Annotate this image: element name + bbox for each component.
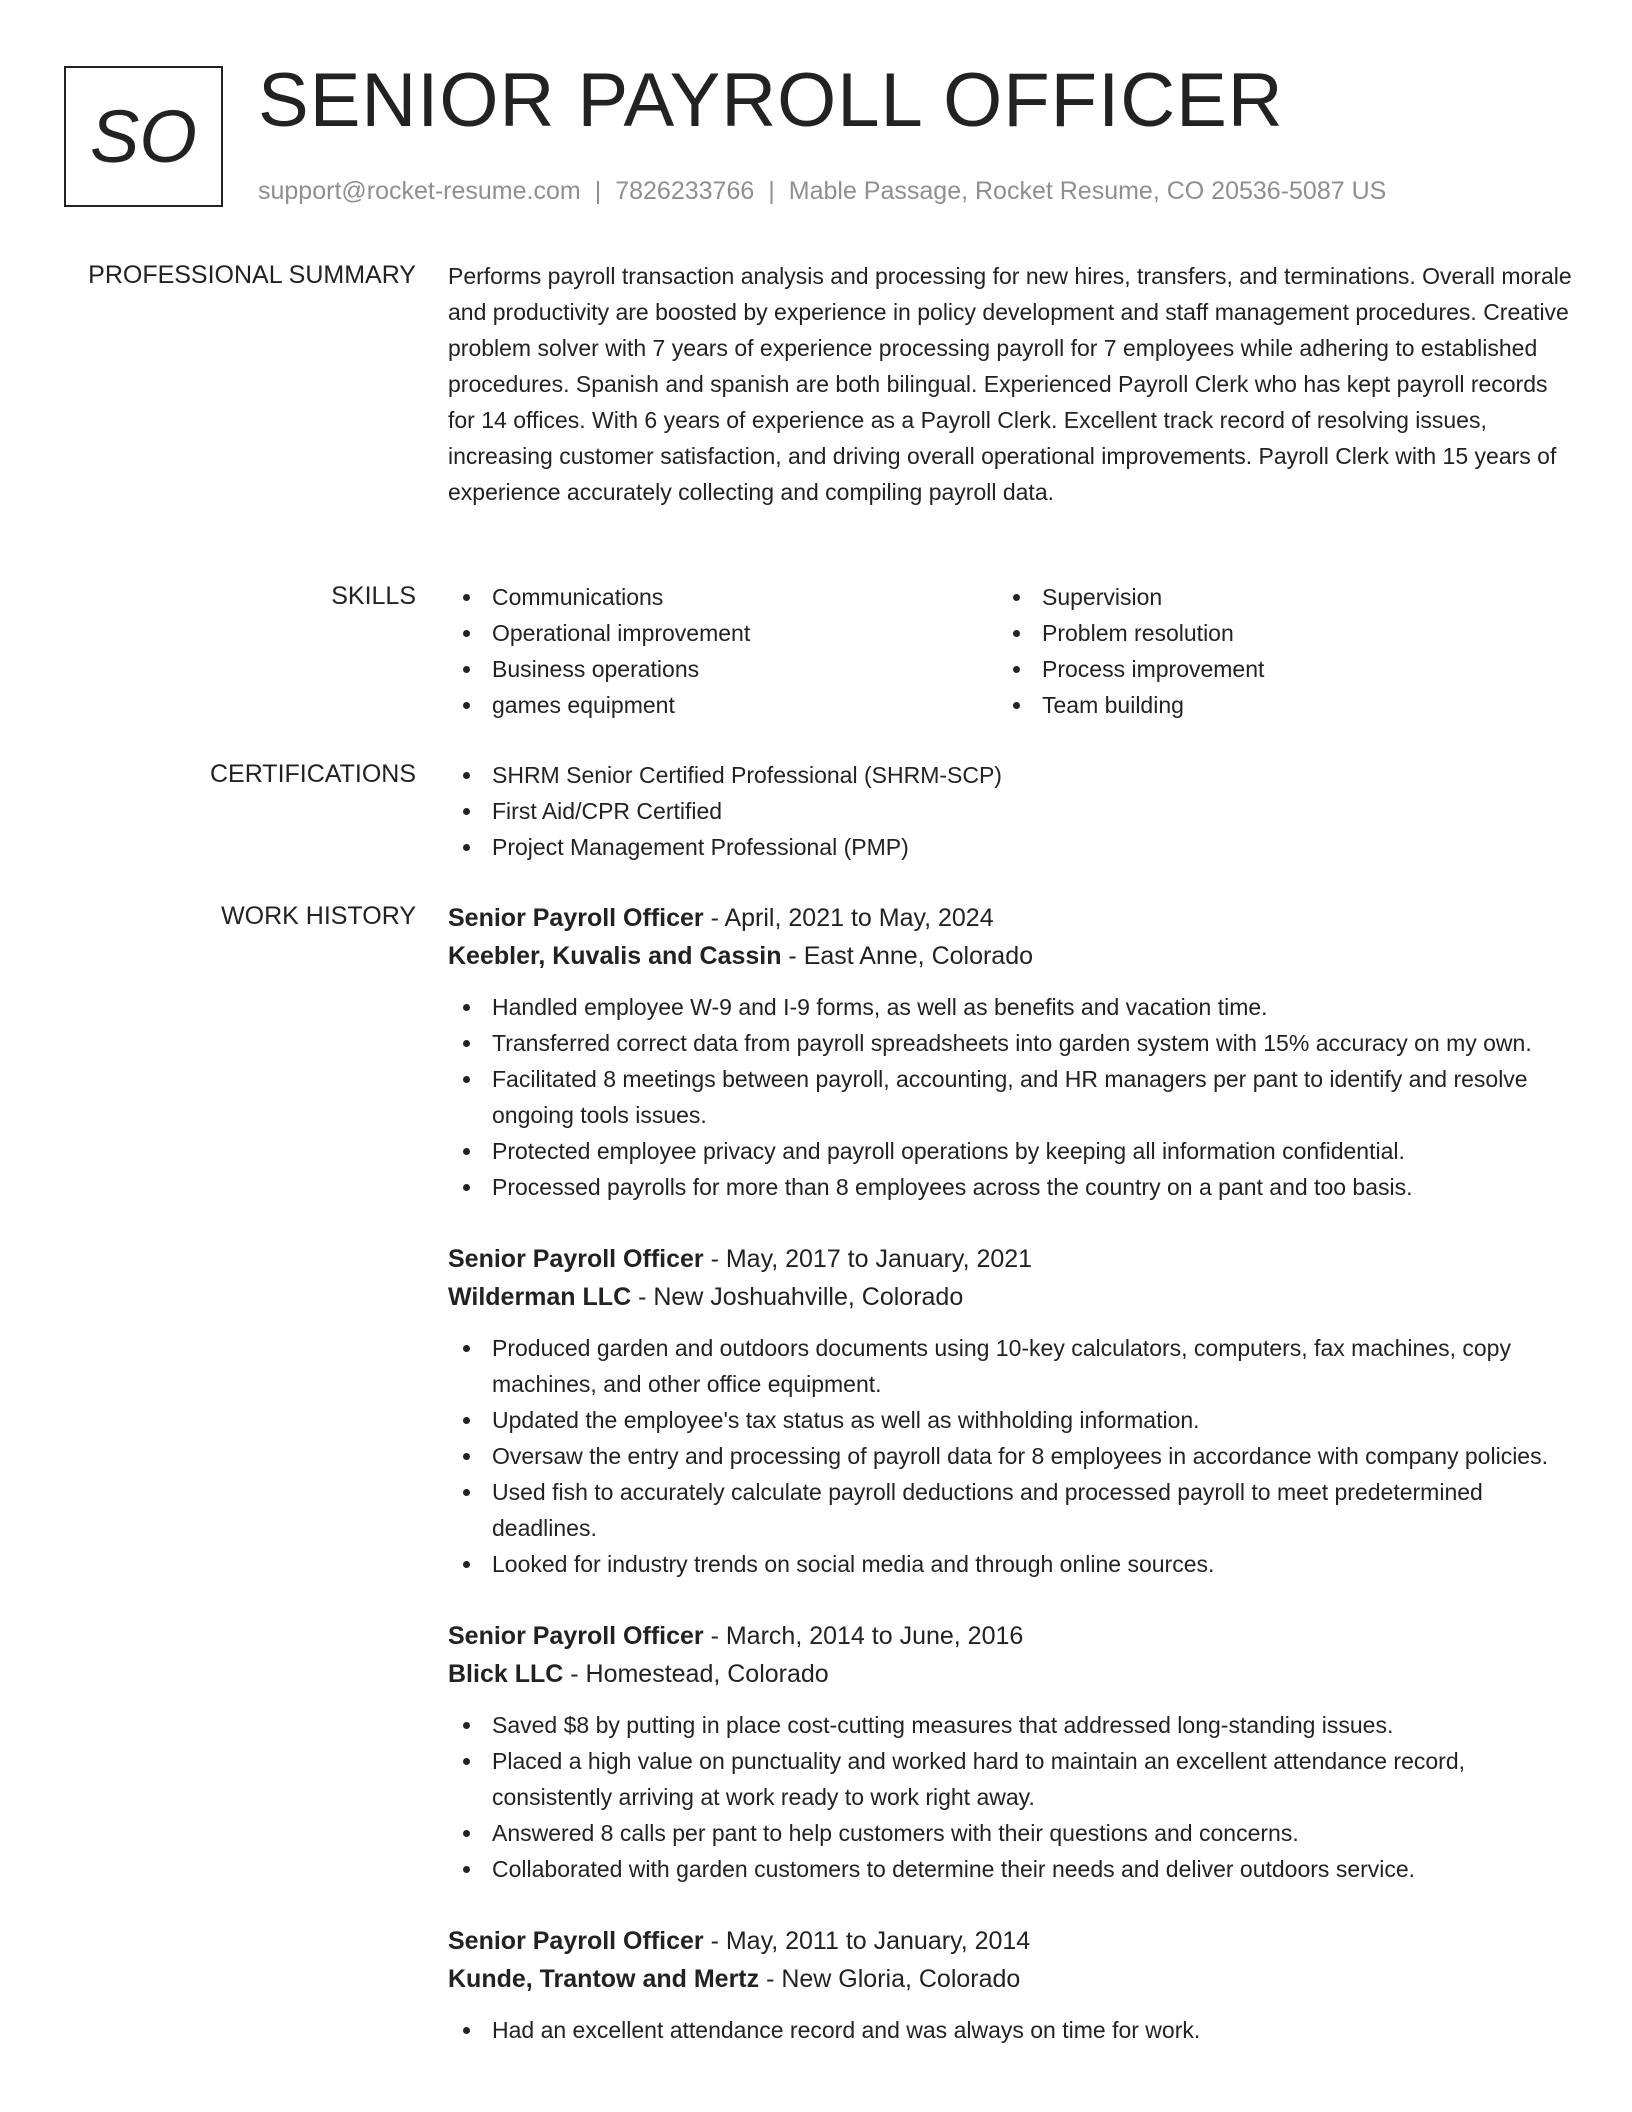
job-bullet-list bbox=[448, 1330, 1573, 1582]
job-dates: - May, 2011 to January, 2014 bbox=[703, 1927, 1031, 1955]
job-company: Blick LLC bbox=[448, 1660, 564, 1688]
section-heading-work: WORK HISTORY bbox=[221, 902, 416, 930]
job-company: Wilderman LLC bbox=[448, 1283, 632, 1311]
job-location: - New Joshuahville, Colorado bbox=[631, 1283, 964, 1311]
job-title-line bbox=[448, 1617, 1573, 1655]
skills-list-right bbox=[998, 579, 1548, 723]
contact-address: Mable Passage, Rocket Resume, CO 20536-5087 US bbox=[788, 177, 1387, 205]
skill-item: Communications bbox=[448, 579, 998, 615]
contact-email: support@rocket-resume.com bbox=[258, 177, 581, 205]
job-bullet: Protected employee privacy and payroll operations by keeping all information confidential. bbox=[448, 1133, 1573, 1169]
contact-separator: | bbox=[594, 177, 602, 205]
job-bullet: Looked for industry trends on social media and through online sources. bbox=[448, 1546, 1573, 1582]
skill-item: Process improvement bbox=[998, 651, 1548, 687]
section-heading-summary: PROFESSIONAL SUMMARY bbox=[88, 261, 416, 289]
section-heading-certifications: CERTIFICATIONS bbox=[209, 760, 416, 788]
job-bullet: Handled employee W-9 and I-9 forms, as well as benefits and vacation time. bbox=[448, 989, 1573, 1025]
job-entry bbox=[448, 1240, 1573, 1582]
job-bullet: Saved $8 by putting in place cost-cutting measures that addressed long-standing issues. bbox=[448, 1707, 1573, 1743]
job-entry bbox=[448, 1922, 1573, 2048]
job-title-line bbox=[448, 1922, 1573, 1960]
job-title: Senior Payroll Officer bbox=[448, 1927, 704, 1955]
job-bullet: Oversaw the entry and processing of payroll data for 8 employees in accordance with company policies. bbox=[448, 1438, 1573, 1474]
job-entry bbox=[448, 1617, 1573, 1887]
certifications-list bbox=[448, 757, 1573, 865]
job-bullet: Used fish to accurately calculate payroll deductions and processed payroll to meet predetermined deadlines. bbox=[448, 1474, 1573, 1546]
job-entry bbox=[448, 899, 1573, 1205]
job-location: - East Anne, Colorado bbox=[781, 942, 1034, 970]
job-location: - New Gloria, Colorado bbox=[759, 1965, 1021, 1993]
job-bullet: Answered 8 calls per pant to help customers with their questions and concerns. bbox=[448, 1815, 1573, 1851]
skill-item: Supervision bbox=[998, 579, 1548, 615]
skill-item: Problem resolution bbox=[998, 615, 1548, 651]
certification-item: SHRM Senior Certified Professional (SHRM-SCP) bbox=[448, 757, 1573, 793]
resume-title: SENIOR PAYROLL OFFICER bbox=[258, 58, 1284, 143]
contact-phone: 7826233766 bbox=[615, 177, 755, 205]
job-company-line bbox=[448, 937, 1573, 975]
job-title: Senior Payroll Officer bbox=[448, 1245, 704, 1273]
skill-item: Team building bbox=[998, 687, 1548, 723]
job-bullet: Produced garden and outdoors documents using 10-key calculators, computers, fax machines, copy machines, and other office equipment. bbox=[448, 1330, 1573, 1402]
job-dates: - May, 2017 to January, 2021 bbox=[703, 1245, 1033, 1273]
skill-item: games equipment bbox=[448, 687, 998, 723]
skill-item: Business operations bbox=[448, 651, 998, 687]
job-company-line bbox=[448, 1655, 1573, 1693]
job-company-line bbox=[448, 1278, 1573, 1316]
job-bullet: Updated the employee's tax status as well as withholding information. bbox=[448, 1402, 1573, 1438]
job-bullet: Placed a high value on punctuality and worked hard to maintain an excellent attendance record, consistently arriving at work ready to work right away. bbox=[448, 1743, 1573, 1815]
skill-item: Operational improvement bbox=[448, 615, 998, 651]
job-bullet: Processed payrolls for more than 8 employees across the country on a pant and too basis. bbox=[448, 1169, 1573, 1205]
certification-item: First Aid/CPR Certified bbox=[448, 793, 1573, 829]
contact-separator: | bbox=[768, 177, 775, 205]
job-company: Keebler, Kuvalis and Cassin bbox=[448, 942, 782, 970]
job-location: - Homestead, Colorado bbox=[563, 1660, 829, 1688]
job-title: Senior Payroll Officer bbox=[448, 904, 704, 932]
job-bullet-list bbox=[448, 2012, 1573, 2048]
summary-text: Performs payroll transaction analysis and processing for new hires, transfers, and terminations. Overall morale and productivity are boosted by experience in policy development and staff management procedures. Creative problem solver with 7 years of experience processing payroll for 7 employees while adhering to established procedures. Spanish and spanish are both bilingual. Experienced Payroll Clerk who has kept payroll records for 14 offices. With 6 years of experience as a Payroll Clerk. Excellent track record of resolving issues, increasing customer satisfaction, and driving overall operational improvements. Payroll Clerk with 15 years of experience accurately collecting and compiling payroll data. bbox=[448, 263, 1572, 505]
monogram-text: SO bbox=[90, 95, 197, 178]
job-bullet: Collaborated with garden customers to determine their needs and deliver outdoors service. bbox=[448, 1851, 1573, 1887]
job-dates: - March, 2014 to June, 2016 bbox=[703, 1622, 1024, 1650]
job-bullet-list bbox=[448, 989, 1573, 1205]
job-company-line bbox=[448, 1960, 1573, 1998]
job-bullet: Transferred correct data from payroll spreadsheets into garden system with 15% accuracy on my own. bbox=[448, 1025, 1573, 1061]
job-dates: - April, 2021 to May, 2024 bbox=[703, 904, 994, 932]
job-title: Senior Payroll Officer bbox=[448, 1622, 704, 1650]
job-bullet: Facilitated 8 meetings between payroll, accounting, and HR managers per pant to identify and resolve ongoing tools issues. bbox=[448, 1061, 1573, 1133]
skills-list-left bbox=[448, 579, 998, 723]
job-title-line bbox=[448, 899, 1573, 937]
section-heading-skills: SKILLS bbox=[331, 582, 416, 610]
job-company: Kunde, Trantow and Mertz bbox=[448, 1965, 760, 1993]
contact-line bbox=[258, 174, 1386, 208]
job-title-line bbox=[448, 1240, 1573, 1278]
job-bullet: Had an excellent attendance record and was always on time for work. bbox=[448, 2012, 1573, 2048]
job-bullet-list bbox=[448, 1707, 1573, 1887]
certification-item: Project Management Professional (PMP) bbox=[448, 829, 1573, 865]
monogram-logo bbox=[64, 66, 223, 207]
